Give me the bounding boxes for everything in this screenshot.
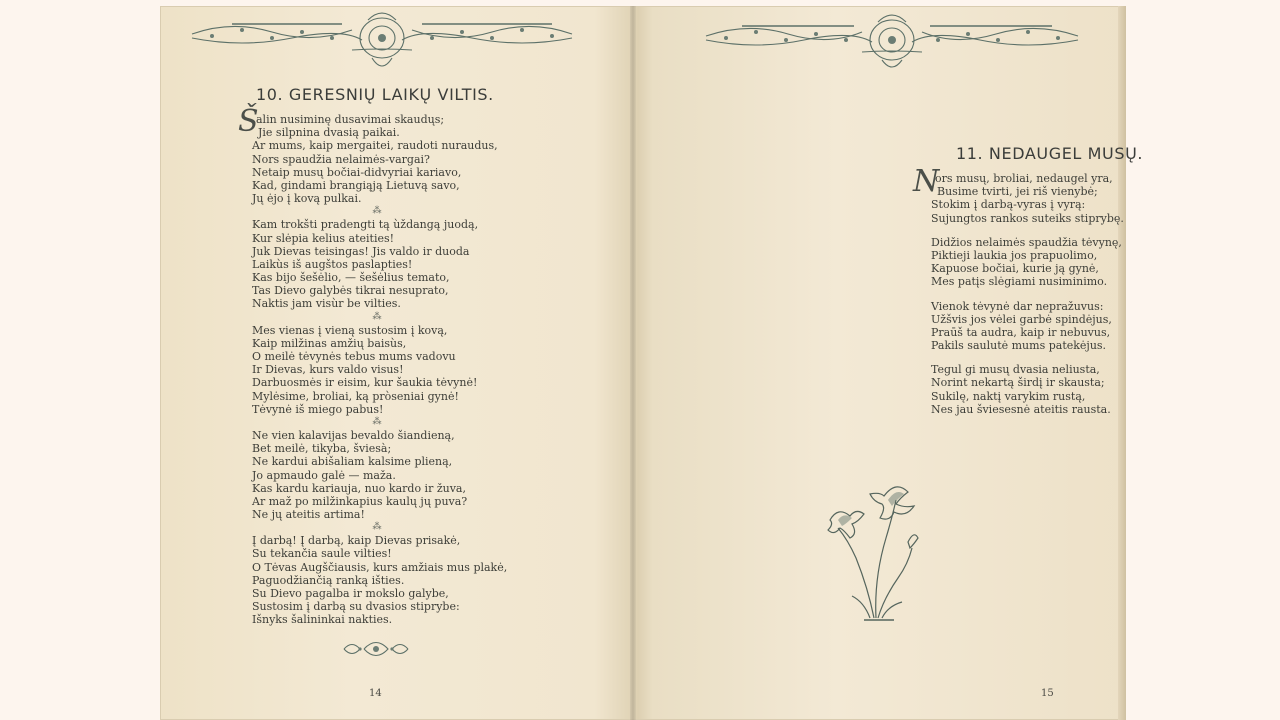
stanza: [931, 236, 1124, 289]
poem-line: Kapuose bočiai, kurie ją gynė,: [931, 262, 1099, 276]
poem-line: Tegul gi musų dvasia neliusta,: [931, 363, 1100, 377]
poem-line: Tas Dievo galybės tikrai nesuprato,: [252, 284, 449, 298]
page-number: 14: [369, 688, 382, 699]
poem-line: Kur slėpia kelius ateities!: [252, 231, 395, 245]
poem-line: Pakils saulutė mums patekėjus.: [931, 339, 1107, 353]
stanza-gap: [931, 352, 1124, 363]
open-book: [160, 6, 1144, 720]
poem-line: Praūš ta audra, kaip ir nebuvus,: [931, 325, 1111, 339]
poem-line: Jie silpnina dvasią paikai.: [258, 126, 400, 140]
poem-line: Jų ėjo į kovą pulkai.: [252, 192, 362, 206]
poem-line: Mes vienas į vieną sustosim į kovą,: [252, 323, 448, 337]
poem-line: Netaip musų bočiai-didvyriai kariavo,: [252, 165, 462, 179]
floral-scroll-ornament-icon: [172, 8, 592, 74]
poem-line: Kad, gindami brangiąją Lietuvą savo,: [252, 178, 460, 192]
poem-line: Norint nekartą širdį ir skausta;: [931, 376, 1105, 390]
poem-line: Tėvynė iš miego pabus!: [252, 402, 384, 416]
floral-scroll-ornament-icon: [692, 8, 1092, 74]
poem-body: [913, 164, 1124, 416]
poem-line: Stokim į darbą-vyras į vyrą:: [931, 198, 1086, 212]
poem-line: Naktis jam visùr be vilties.: [252, 297, 401, 311]
stanza-gap: [931, 289, 1124, 300]
poem-line: Nors spaudžia nelaimės-vargai?: [252, 152, 430, 166]
stanza: [931, 363, 1124, 416]
left-page: [160, 6, 632, 720]
stanza-gap: [931, 225, 1124, 236]
poem-line: Su tekančia saule vilties!: [252, 547, 392, 561]
stanza: [252, 429, 507, 521]
poem-line: Su Dievo pagalba ir mokslo galybe,: [252, 587, 449, 600]
stanza: [252, 113, 507, 205]
poem-body: [238, 104, 508, 627]
poem-line: Kam trokšti pradengti tą ùždangą juodą,: [252, 218, 479, 232]
stanza-separator: ⁂: [372, 311, 382, 322]
poem-line: Jo apmaudo galė — maža.: [252, 468, 396, 482]
poem-line: Bet meilė, tikyba, šviesà;: [252, 442, 392, 456]
poem-line: Ne vien kalavijas bevaldo šiandieną,: [252, 428, 455, 442]
poem-line: Ir Dievas, kurs valdo visus!: [252, 363, 404, 377]
poem-line: Sustosim į darbą su dvasios stiprybe:: [252, 600, 460, 614]
poem-line: Kas bijo šešėlio, — šešėlius temato,: [252, 271, 450, 285]
poem-line: Ar mums, kaip mergaitei, raudoti nuraudus,: [252, 139, 498, 153]
stanza-separator: ⁂: [372, 206, 382, 217]
poem-line: Į darbą! Į darbą, kaip Dievas prisakė,: [252, 534, 461, 548]
page-number: 15: [1041, 688, 1054, 699]
poem-line: O Tėvas Augščiausis, kurs amžiais mus plakė,: [252, 560, 508, 574]
dropcap-letter: Š: [238, 104, 259, 139]
poem-line: ors musų, broliai, nedaugel yra,: [935, 172, 1113, 185]
iris-flower-icon: [824, 478, 924, 628]
stanza: [252, 218, 507, 310]
poem-line: Mes patįs slėgiami nusiminimo.: [931, 275, 1108, 289]
poem-line: Juk Dievas teisingas! Jis valdo ir duoda: [252, 244, 470, 258]
poem-line: Išnyks šalininkai nakties.: [252, 613, 393, 627]
stanza-separator: ⁂: [372, 522, 382, 533]
floral-tailpiece-icon: [340, 638, 412, 660]
stanza: [252, 534, 507, 626]
poem-line: Busime tvirti, jei riš vienybė;: [937, 185, 1098, 199]
poem-line: Mylėsime, broliai, ką pròseniai gynė!: [252, 389, 459, 403]
poem-line: Sujungtos rankos suteiks stiprybę.: [931, 211, 1124, 225]
poem-line: Didžios nelaimės spaudžia tėvynę,: [931, 235, 1122, 249]
poem-line: Kaip milžinas amžių baisùs,: [252, 336, 407, 350]
poem-line: Ne kardui abišaliam kalsime plieną,: [252, 455, 453, 469]
stanza-separator: ⁂: [372, 416, 382, 427]
poem-line: Ne jų ateitis artima!: [252, 508, 365, 522]
poem-title: 10. GERESNIŲ LAIKŲ VILTIS.: [256, 85, 494, 104]
stanza: [252, 324, 507, 416]
poem-line: Sukilę, naktį varykim rustą,: [931, 389, 1086, 403]
right-page: [636, 6, 1144, 720]
poem-line: Laikùs iš augštos paslapties!: [252, 257, 413, 271]
stanza: [931, 300, 1124, 353]
dropcap-letter: N: [913, 164, 940, 199]
poem-line: Darbuosmės ir eisim, kur šaukia tėvynė!: [252, 376, 478, 390]
poem-line: Nes jau šviesesnė ateitis rausta.: [931, 402, 1111, 416]
poem-line: alin nusiminę dusavimai skaudųs;: [256, 113, 445, 126]
poem-line: Ar maž po milžinkapius kaulų jų puva?: [252, 494, 468, 508]
poem-line: Kas kardu kariauja, nuo kardo ir žuva,: [252, 481, 466, 495]
stanza: [931, 172, 1124, 225]
poem-line: Piktieji laukia jos prapuolimo,: [931, 248, 1098, 262]
poem-title: 11. NEDAUGEL MUSŲ.: [956, 144, 1144, 163]
poem-line: O meilė tėvynės tebus mums vadovu: [252, 350, 456, 363]
poem-line: Paguodžiančią ranką išties.: [252, 573, 405, 587]
poem-line: Užšvis jos vėlei garbė spindėjus,: [931, 312, 1112, 326]
poem-line: Vienok tėvynė dar nepražuvus:: [931, 299, 1104, 313]
